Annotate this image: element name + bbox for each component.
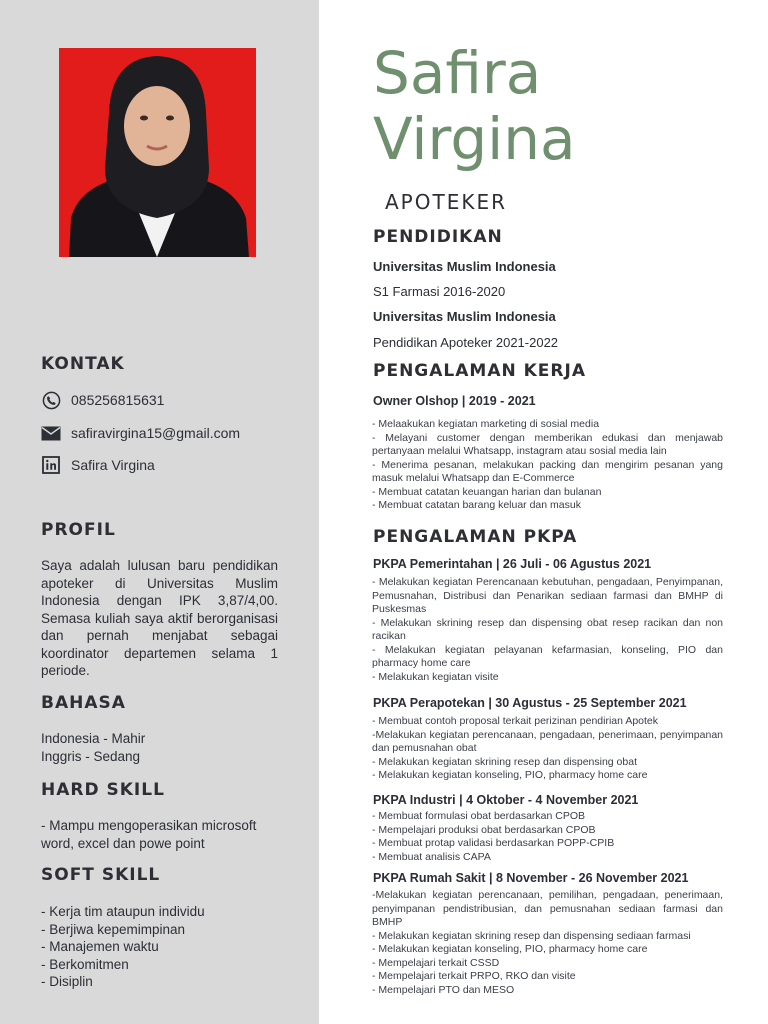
language-item: Indonesia - Mahir bbox=[41, 731, 146, 746]
contact-email[interactable] bbox=[41, 423, 240, 443]
language-list bbox=[41, 730, 278, 765]
soft-skill-list bbox=[41, 903, 278, 991]
pkpa-bullet: - Melakukan kegiatan konseling, PIO, pharmacy home care bbox=[372, 769, 648, 781]
education-school: Universitas Muslim Indonesia bbox=[373, 259, 556, 274]
pkpa-bullet: - Melakukan kegiatan pelayanan kefarmasian, konseling, PIO dan pharmacy home care bbox=[372, 643, 723, 669]
pkpa-bullet: - Melakukan kegiatan Perencanaan kebutuhan, pengadaan, Penyimpanan, Pemusnahan, Distribusi dan Penarikan sediaan farmasi dan BMHP di Puskesmas bbox=[372, 576, 723, 615]
pkpa-bullet: - Melakukan kegiatan skrining resep dan dispensing obat bbox=[372, 755, 637, 768]
pkpa-title: PENGALAMAN PKPA bbox=[373, 527, 578, 547]
pkpa-heading: PKPA Industri | 4 Oktober - 4 November 2021 bbox=[373, 793, 639, 807]
pkpa-bullet: - Membuat analisis CAPA bbox=[372, 850, 491, 863]
job-role: APOTEKER bbox=[385, 190, 507, 214]
work-bullet: - Melaakukan kegiatan marketing di sosial media bbox=[372, 418, 600, 430]
work-bullets bbox=[372, 418, 723, 513]
soft-skill-item: - Berkomitmen bbox=[41, 956, 129, 972]
contact-title: KONTAK bbox=[41, 354, 125, 374]
pkpa-bullet: - Membuat contoh proposal terkait perizinan pendirian Apotek bbox=[372, 715, 659, 727]
pkpa-bullets bbox=[372, 715, 723, 783]
linkedin-icon bbox=[41, 455, 61, 475]
pkpa-bullet: - Melakukan kegiatan konseling, PIO, pharmacy home care bbox=[372, 943, 648, 955]
pkpa-heading: PKPA Perapotekan | 30 Agustus - 25 September 2021 bbox=[373, 696, 687, 710]
contact-linkedin[interactable] bbox=[41, 455, 155, 475]
education-school: Universitas Muslim Indonesia bbox=[373, 309, 556, 324]
pkpa-bullets bbox=[372, 576, 723, 684]
person-photo-icon bbox=[59, 48, 256, 257]
candidate-name bbox=[373, 40, 576, 172]
pkpa-bullets bbox=[372, 889, 723, 997]
work-job-title: Owner Olshop | 2019 - 2021 bbox=[373, 394, 536, 408]
profile-photo bbox=[59, 48, 256, 257]
soft-skill-title: SOFT SKILL bbox=[41, 865, 161, 885]
language-item: Inggris - Sedang bbox=[41, 748, 141, 764]
language-title: BAHASA bbox=[41, 693, 126, 713]
education-title: PENDIDIKAN bbox=[373, 227, 503, 247]
pkpa-heading: PKPA Rumah Sakit | 8 November - 26 November 2021 bbox=[373, 871, 689, 885]
pkpa-bullet: -Melakukan kegiatan perencanaan, pengadaan, penerimaan, penyimpanan dan pemusnahan obat bbox=[372, 728, 723, 754]
pkpa-bullet: - Membuat protap validasi berdasarkan POPP-CPIB bbox=[372, 837, 615, 849]
hard-skill-text: - Mampu mengoperasikan microsoft word, excel dan powe point bbox=[41, 818, 257, 851]
last-name: Virgina bbox=[373, 105, 576, 173]
pkpa-bullet: - Melakukan kegiatan skrining resep dan dispensing sediaan farmasi bbox=[372, 929, 691, 942]
education-degree: Pendidikan Apoteker 2021-2022 bbox=[373, 335, 559, 350]
work-bullet: - Melayani customer dengan memberikan edukasi dan menjawab pertanyaan melalui Whatsapp, instagram atau sosial media lain bbox=[372, 431, 723, 457]
profile-summary-title: PROFIL bbox=[41, 520, 116, 540]
contact-phone[interactable] bbox=[41, 390, 164, 410]
pkpa-bullet: - Melakukan skrining resep dan dispensing obat resep racikan dan non racikan bbox=[372, 616, 723, 642]
education-degree: S1 Farmasi 2016-2020 bbox=[373, 284, 506, 299]
pkpa-bullet: - Melakukan kegiatan visite bbox=[372, 670, 499, 683]
soft-skill-item: - Manajemen waktu bbox=[41, 939, 159, 954]
soft-skill-item: - Berjiwa kepemimpinan bbox=[41, 921, 186, 937]
phone-text: 085256815631 bbox=[71, 392, 165, 408]
pkpa-bullets bbox=[372, 810, 723, 864]
pkpa-bullet: - Membuat formulasi obat berdasarkan CPOB bbox=[372, 810, 586, 822]
linkedin-text: Safira Virgina bbox=[71, 457, 155, 473]
pkpa-bullet: - Mempelajari terkait CSSD bbox=[372, 956, 500, 969]
work-bullet: - Membuat catatan barang keluar dan masuk bbox=[372, 499, 581, 511]
first-name: Safira bbox=[373, 39, 542, 107]
pkpa-bullet: - Mempelajari produksi obat berdasarkan CPOB bbox=[372, 823, 596, 836]
hard-skill-title: HARD SKILL bbox=[41, 780, 165, 800]
work-bullet: - Menerima pesanan, melakukan packing dan mengirim pesanan yang masuk melalui Whatsapp dan E-Commerce bbox=[372, 458, 723, 484]
pkpa-bullet: - Mempelajari PTO dan MESO bbox=[372, 983, 515, 996]
phone-icon bbox=[41, 390, 61, 410]
work-experience-title: PENGALAMAN KERJA bbox=[373, 361, 586, 381]
soft-skill-item: - Kerja tim ataupun individu bbox=[41, 904, 205, 919]
pkpa-bullet: -Melakukan kegiatan perencanaan, pemilihan, pengadaan, penerimaan, penyimpanan pendistribusian, dan pemusnahan sediaan farmasi dan BMHP bbox=[372, 889, 723, 928]
work-bullet: - Membuat catatan keuangan harian dan bulanan bbox=[372, 485, 602, 498]
soft-skill-item: - Disiplin bbox=[41, 974, 93, 989]
pkpa-bullet: - Mempelajari terkait PRPO, RKO dan visite bbox=[372, 970, 576, 982]
email-icon bbox=[41, 423, 61, 443]
profile-summary-text: Saya adalah lulusan baru pendidikan apoteker di Universitas Muslim Indonesia dengan IPK 3,87/4,00. Semasa kuliah saya aktif berorganisasi dan pernah menjabat sebagai koordinator departemen selama 1 periode. bbox=[41, 558, 278, 678]
email-text: safiravirgina15@gmail.com bbox=[71, 425, 241, 441]
pkpa-heading: PKPA Pemerintahan | 26 Juli - 06 Agustus 2021 bbox=[373, 557, 652, 571]
